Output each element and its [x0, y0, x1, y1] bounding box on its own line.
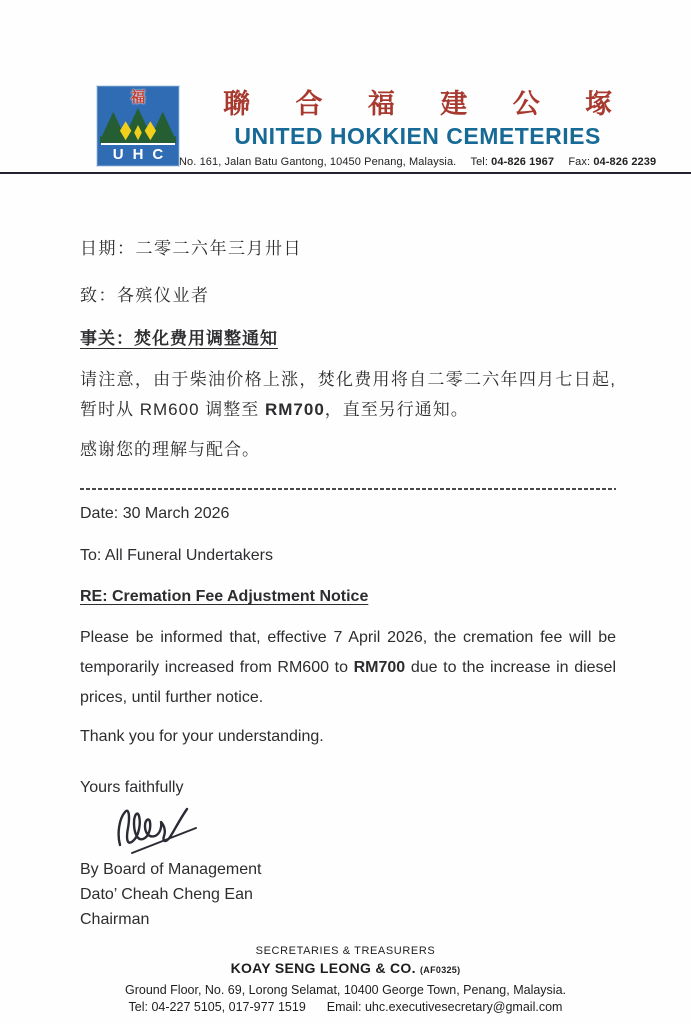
chinese-body-text-after: ，直至另行通知。 — [324, 400, 469, 419]
english-subject-line: RE: Cremation Fee Adjustment Notice — [80, 588, 369, 605]
trees-icon — [98, 106, 178, 143]
english-to-line: To: All Funeral Undertakers — [80, 547, 273, 564]
english-body-text: Please be informed that, effective 7 April 2026, the cremation fee will be temporarily increased from RM600 to — [80, 629, 616, 676]
tel-label: Tel: — [470, 156, 488, 168]
footer-contact-line — [0, 999, 691, 1016]
closing-line: Yours faithfully — [80, 779, 184, 796]
chinese-to-line: 致：各殡仪业者 — [80, 286, 210, 306]
letterhead-text — [179, 86, 656, 168]
chinese-thanks-line: 感谢您的理解与配合。 — [80, 440, 260, 460]
letterhead-rule — [0, 172, 691, 174]
signature-by-line: By Board of Management — [80, 861, 262, 878]
letter-body — [80, 175, 616, 932]
footer-tel: Tel: 04-227 5105, 017-977 1519 — [128, 1000, 306, 1014]
signature-name: Dato’ Cheah Cheng Ean — [80, 886, 253, 903]
footer-email: Email: uhc.executivesecretary@gmail.com — [326, 1000, 563, 1014]
english-title: UNITED HOKKIEN CEMETERIES — [234, 123, 601, 149]
footer-firm-name: KOAY SENG LEONG & CO. — [230, 960, 416, 976]
logo-acronym: UHC — [112, 146, 173, 163]
chinese-date-line: 日期：二零二六年三月卅日 — [80, 239, 302, 259]
chinese-body-text: 请注意，由于柴油价格上涨，焚化费用将自二零二六年四月七日起,暂时从 RM600 调整至 — [80, 370, 616, 419]
letterhead — [0, 0, 691, 168]
chinese-body-paragraph — [80, 365, 616, 425]
tel-number: 04-826 1967 — [491, 156, 555, 168]
fax-label: Fax: — [568, 156, 591, 168]
english-body-bold-amount: RM700 — [353, 659, 406, 676]
footer-firm-registration: (AF0325) — [420, 965, 461, 975]
uhc-logo — [97, 86, 179, 166]
english-body-text-after: due to the increase in diesel prices, until further notice. — [80, 659, 617, 706]
chinese-title: 聯 合 福 建 公 塚 — [223, 89, 631, 120]
chinese-subject-line: 事关：焚化费用调整通知 — [80, 329, 278, 349]
signature-title: Chairman — [80, 911, 150, 928]
fax-number: 04-826 2239 — [593, 156, 657, 168]
english-date-line: Date: 30 March 2026 — [80, 505, 230, 522]
letterhead-address — [179, 156, 656, 168]
english-thanks-line: Thank you for your understanding. — [80, 728, 324, 745]
address-text: No. 161, Jalan Batu Gantong, 10450 Penang, Malaysia. — [179, 156, 457, 168]
letter-footer — [0, 944, 691, 1016]
footer-address: Ground Floor, No. 69, Lorong Selamat, 10400 George Town, Penang, Malaysia. — [124, 983, 566, 997]
dashed-separator — [80, 488, 616, 490]
signature-handwriting — [108, 801, 616, 857]
footer-firm-line — [0, 959, 691, 980]
english-body-paragraph — [80, 623, 616, 713]
footer-role-line: SECRETARIES & TREASURERS — [255, 945, 436, 957]
chinese-body-bold-amount: RM700 — [264, 400, 325, 419]
fu-character: 福 — [130, 88, 146, 106]
